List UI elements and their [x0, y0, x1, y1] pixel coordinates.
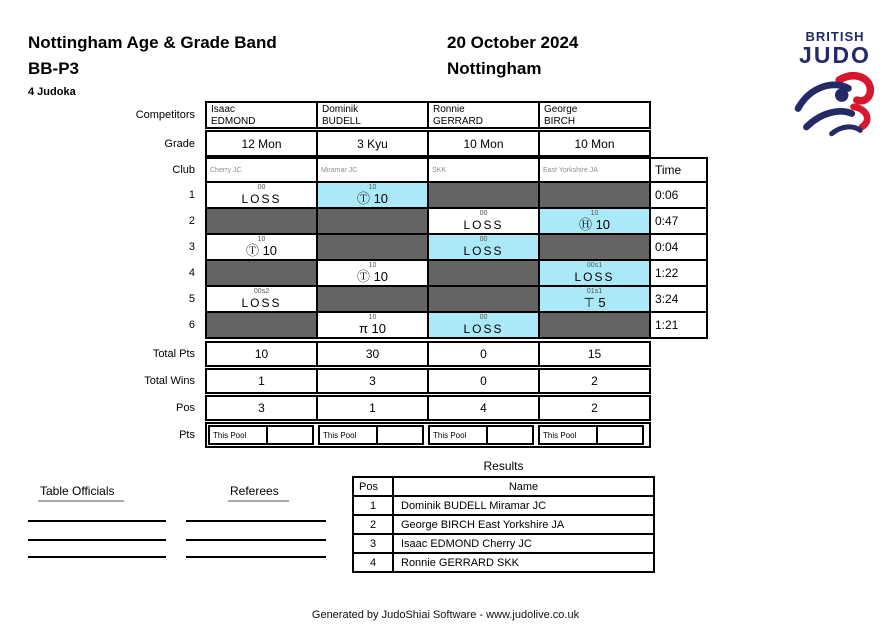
match-result-cell: 00s1 LOSS [538, 259, 651, 287]
signature-line [186, 556, 326, 558]
category-code: BB-P3 [28, 59, 80, 78]
club-row [0, 157, 708, 183]
competitor-cell [427, 101, 540, 129]
results-row [353, 496, 654, 515]
results-row [353, 534, 654, 553]
judoka-count: 4 Judoka [28, 86, 76, 98]
grade-cell: 10 Mon [538, 130, 651, 157]
match-result-cell: 00 LOSS [205, 181, 318, 209]
pos-row [0, 395, 708, 421]
match-result-cell: 00s2 LOSS [205, 285, 318, 313]
match-time: 3:24 [649, 285, 708, 313]
match-number: 1 [188, 189, 195, 201]
row-label-pos: Pos [176, 402, 195, 414]
pts-group [208, 425, 317, 445]
signature-line [28, 539, 166, 541]
total-wins-cell: 2 [538, 368, 651, 394]
competitor-last-name: GERRARD [433, 116, 484, 127]
pos-cell: 1 [316, 395, 429, 421]
total-pts-cell: 15 [538, 341, 651, 367]
match-time: 0:47 [649, 207, 708, 235]
this-pool-label: This Pool [208, 425, 268, 445]
results-section [352, 459, 655, 573]
grade-row [0, 130, 708, 157]
result-name: Isaac EDMOND Cherry JC [393, 534, 654, 553]
pts-group [318, 425, 427, 445]
total-wins-cell: 0 [427, 368, 540, 394]
logo-text-judo: JUDO [799, 42, 871, 68]
results-col-pos: Pos [353, 477, 393, 496]
signature-line [186, 539, 326, 541]
match-number: 2 [188, 215, 195, 227]
match-number: 3 [188, 241, 195, 253]
results-row [353, 553, 654, 572]
logo-text-british: BRITISH [805, 29, 865, 44]
signature-line [186, 520, 326, 522]
match-row-4 [0, 259, 708, 287]
row-label-grade: Grade [164, 137, 195, 150]
competitor-last-name: BIRCH [544, 116, 576, 127]
grade-cell: 10 Mon [427, 130, 540, 157]
result-name: Ronnie GERRARD SKK [393, 553, 654, 572]
referees-heading: Referees [228, 484, 289, 502]
this-pool-label: This Pool [428, 425, 488, 445]
match-row-1 [0, 181, 708, 209]
match-result-cell: 10 π 10 [316, 311, 429, 339]
total-wins-row [0, 368, 708, 394]
blocked-cell [538, 311, 651, 339]
blocked-cell [427, 259, 540, 287]
results-col-name: Name [393, 477, 654, 496]
result-name: George BIRCH East Yorkshire JA [393, 515, 654, 534]
pts-empty-box [376, 425, 424, 445]
total-pts-cell: 30 [316, 341, 429, 367]
match-result-cell: 10 Ⓣ 10 [205, 233, 318, 261]
blocked-cell [316, 285, 429, 313]
british-judo-logo [788, 30, 882, 146]
club-cell: Cherry JC [205, 157, 318, 183]
result-pos: 2 [353, 515, 393, 534]
this-pool-label: This Pool [538, 425, 598, 445]
match-number: 5 [188, 293, 195, 305]
pos-cell: 3 [205, 395, 318, 421]
result-name: Dominik BUDELL Miramar JC [393, 496, 654, 515]
signature-line [28, 556, 166, 558]
club-cell: SKK [427, 157, 540, 183]
match-time: 1:22 [649, 259, 708, 287]
total-pts-row [0, 341, 708, 367]
competitors-row [0, 101, 708, 129]
blocked-cell [427, 285, 540, 313]
pts-empty-box [486, 425, 534, 445]
blocked-cell [538, 233, 651, 261]
club-cell: East Yorkshire JA [538, 157, 651, 183]
results-header-row [353, 477, 654, 496]
pts-boxes [205, 422, 651, 448]
pts-empty-box [266, 425, 314, 445]
pts-empty-box [596, 425, 644, 445]
match-number: 4 [188, 267, 195, 279]
match-row-6 [0, 311, 708, 339]
results-table [352, 476, 655, 573]
results-row [353, 515, 654, 534]
match-result-cell: 00 LOSS [427, 311, 540, 339]
table-officials-heading: Table Officials [38, 484, 124, 502]
british-judo-figure-icon [793, 71, 877, 141]
generated-by-footer: Generated by JudoShiai Software - www.judolive.co.uk [311, 609, 580, 621]
competitor-first-name: Isaac [211, 104, 235, 115]
match-result-cell: 00 LOSS [427, 233, 540, 261]
row-label-pts: Pts [179, 429, 195, 441]
grade-cell: 3 Kyu [316, 130, 429, 157]
row-label-club: Club [172, 164, 195, 176]
match-row-2 [0, 207, 708, 235]
row-label-total-wins: Total Wins [144, 375, 195, 387]
total-pts-cell: 10 [205, 341, 318, 367]
match-result-cell: 10 Ⓣ 10 [316, 181, 429, 209]
competitor-last-name: EDMOND [211, 116, 256, 127]
row-label-competitors: Competitors [135, 109, 195, 121]
result-pos: 3 [353, 534, 393, 553]
pts-group [428, 425, 537, 445]
match-result-cell: 10 Ⓗ 10 [538, 207, 651, 235]
blocked-cell [316, 207, 429, 235]
competitor-first-name: Dominik [322, 104, 359, 115]
event-location: Nottingham [447, 59, 542, 78]
blocked-cell [427, 181, 540, 209]
match-time: 0:06 [649, 181, 708, 209]
grade-cell: 12 Mon [205, 130, 318, 157]
match-number: 6 [188, 319, 195, 331]
event-date: 20 October 2024 [447, 33, 579, 52]
match-row-5 [0, 285, 708, 313]
pts-group [538, 425, 647, 445]
match-result-cell: 01s1 ⊤ 5 [538, 285, 651, 313]
match-result-cell: 10 Ⓣ 10 [316, 259, 429, 287]
pts-row [0, 422, 708, 448]
total-wins-cell: 3 [316, 368, 429, 394]
pool-grid [0, 101, 708, 448]
blocked-cell [205, 259, 318, 287]
this-pool-label: This Pool [318, 425, 378, 445]
blocked-cell [538, 181, 651, 209]
club-cell: Miramar JC [316, 157, 429, 183]
match-row-3 [0, 233, 708, 261]
total-wins-cell: 1 [205, 368, 318, 394]
pos-cell: 2 [538, 395, 651, 421]
result-pos: 4 [353, 553, 393, 572]
time-column-header: Time [649, 157, 708, 183]
competitor-cell [538, 101, 651, 129]
result-pos: 1 [353, 496, 393, 515]
competitor-first-name: George [544, 104, 578, 115]
match-result-cell: 00 LOSS [427, 207, 540, 235]
competitor-first-name: Ronnie [433, 104, 465, 115]
sheet-title-block [28, 30, 277, 82]
competitor-last-name: BUDELL [322, 116, 361, 127]
event-date-block [447, 30, 578, 82]
competitor-cell [205, 101, 318, 129]
match-time: 1:21 [649, 311, 708, 339]
event-title: Nottingham Age & Grade Band [28, 33, 277, 52]
competitor-cell [316, 101, 429, 129]
blocked-cell [316, 233, 429, 261]
row-label-total-pts: Total Pts [152, 348, 195, 360]
blocked-cell [205, 311, 318, 339]
results-title: Results [483, 459, 524, 473]
pos-cell: 4 [427, 395, 540, 421]
signature-line [28, 520, 166, 522]
total-pts-cell: 0 [427, 341, 540, 367]
match-time: 0:04 [649, 233, 708, 261]
blocked-cell [205, 207, 318, 235]
